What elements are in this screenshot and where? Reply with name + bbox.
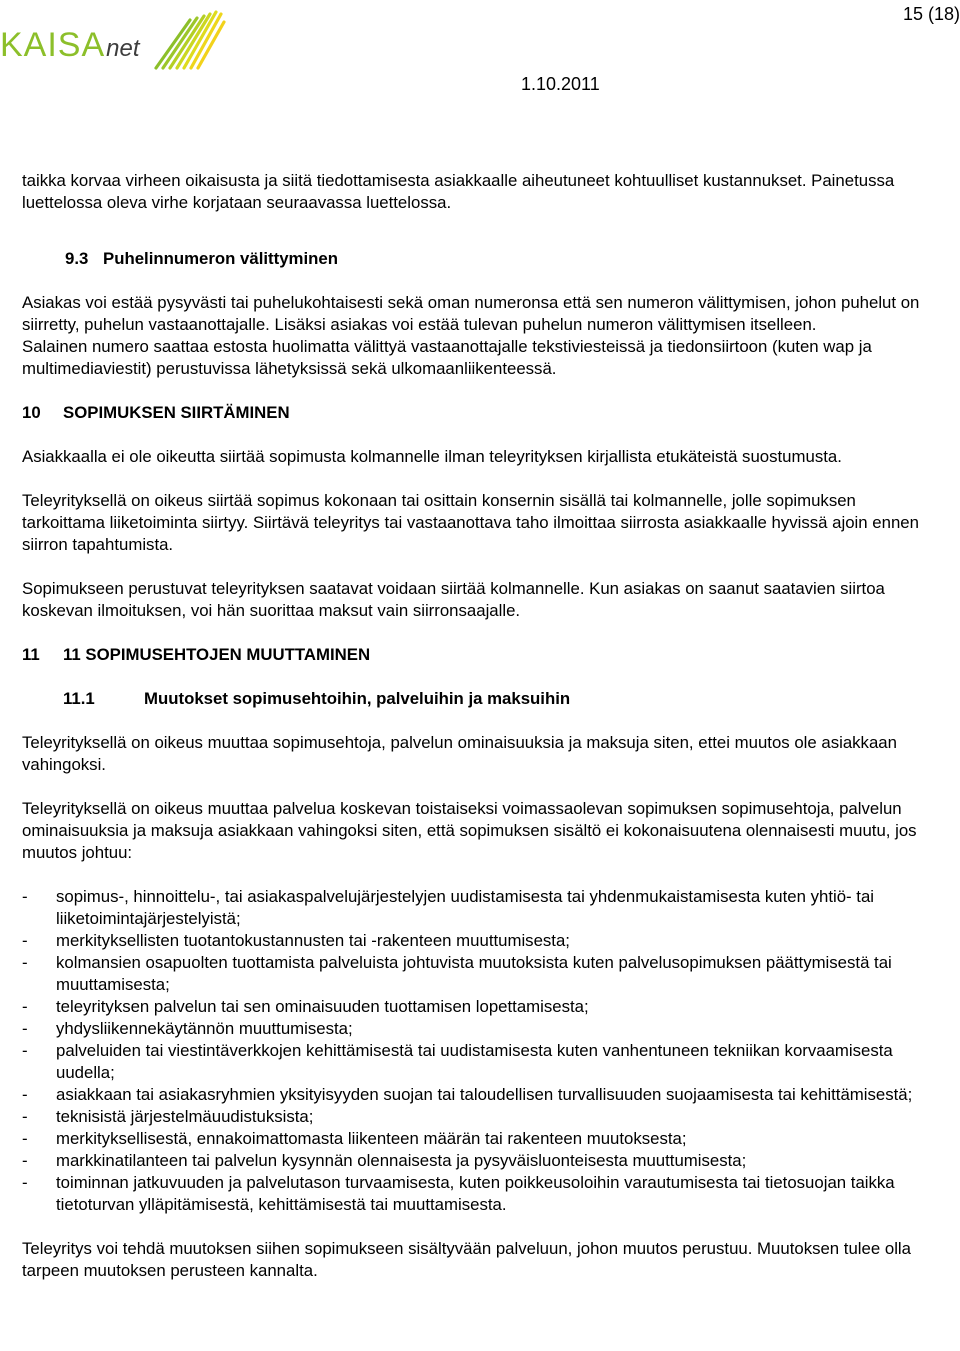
section-title: Muutokset sopimusehtoihin, palveluihin ja maksuihin xyxy=(144,689,571,708)
logo-brand: KAISA xyxy=(0,26,106,64)
dash-bullet: - xyxy=(22,1019,28,1038)
list-item xyxy=(22,1128,942,1150)
list-item-text: toiminnan jatkuvuuden ja palvelutason turvaamisesta, kuten poikkeusoloihin varautumisesta tai tietosuojan taikka tietoturvan ylläpitämisestä, kehittämisestä tai muuttamisesta. xyxy=(56,1173,895,1214)
list-item xyxy=(22,1106,942,1128)
list-item xyxy=(22,1172,942,1216)
section-number: 11.1 xyxy=(63,689,95,708)
section-number: 11 xyxy=(22,645,40,664)
paragraph: Teleyritys voi tehdä muutoksen siihen sopimukseen sisältyvään palveluun, johon muutos perustuu. Muutoksen tulee olla tarpeen muutoksen perusteen kannalta. xyxy=(22,1239,911,1280)
dash-bullet: - xyxy=(22,953,28,972)
paragraph: Sopimukseen perustuvat teleyrityksen saatavat voidaan siirtää kolmannelle. Kun asiakas on saanut saatavien siirtoa koskevan ilmoituksen, voi hän suorittaa maksut vain siirronsaajalle. xyxy=(22,579,885,620)
section-title: 11 SOPIMUSEHTOJEN MUUTTAMINEN xyxy=(63,645,371,664)
paragraph: Asiakas voi estää pysyvästi tai puhelukohtaisesti sekä oman numeronsa että sen numeron välittymisen, johon puhelut on siirretty, puhelun vastaanottajalle. Lisäksi asiakas voi estää tulevan puhelun numeron välittymisen itselleen. xyxy=(22,293,920,334)
list-item-text: palveluiden tai viestintäverkkojen kehittämisestä tai uudistamisesta kuten vanhentuneen tekniikan korvaamisesta uudella; xyxy=(56,1041,893,1082)
paragraph: Teleyrityksellä on oikeus muuttaa palvelua koskevan toistaiseksi voimassaolevan sopimuksen sopimusehtoja, palvelun ominaisuuksia ja maksuja asiakkaan vahingoksi siten, että sopimuksen sisältö ei kokonaisuutena olennaisesti muutu, jos muutos johtuu: xyxy=(22,799,917,862)
logo-suffix: net xyxy=(106,35,140,62)
list-item-text: sopimus-, hinnoittelu-, tai asiakaspalvelujärjestelyjen uudistamisesta tai yhdenmukaistamisesta kuten yhtiö- tai liiketoimintajärjestelyistä; xyxy=(56,887,875,928)
list-item-text: teleyrityksen palvelun tai sen ominaisuuden tuottamisen lopettamisesta; xyxy=(56,997,589,1016)
document-date: 1.10.2011 xyxy=(521,74,600,94)
list-item xyxy=(22,1150,942,1172)
list-item-text: merkityksellisestä, ennakoimattomasta liikenteen määrän tai rakenteen muutoksesta; xyxy=(56,1129,687,1148)
paragraph: Asiakkaalla ei ole oikeutta siirtää sopimusta kolmannelle ilman teleyrityksen kirjallista etukäteistä suostumusta. xyxy=(22,447,842,466)
section-11-1-heading xyxy=(22,688,942,710)
logo-wordmark xyxy=(0,28,140,66)
logo-stripes-icon xyxy=(150,6,226,70)
list-item xyxy=(22,952,942,996)
dash-bullet: - xyxy=(22,1085,28,1104)
list-item xyxy=(22,1040,942,1084)
section-number: 9.3 xyxy=(65,249,89,268)
dash-bullet: - xyxy=(22,997,28,1016)
section-10-heading xyxy=(22,402,942,424)
dash-bullet: - xyxy=(22,931,28,950)
dash-bullet: - xyxy=(22,1107,28,1126)
list-item-text: teknisistä järjestelmäuudistuksista; xyxy=(56,1107,314,1126)
section-title: SOPIMUKSEN SIIRTÄMINEN xyxy=(63,403,290,422)
page-number: 15 (18) xyxy=(902,4,960,24)
section-9-3-heading xyxy=(22,248,942,270)
dash-bullet: - xyxy=(22,1173,28,1192)
dash-bullet: - xyxy=(22,887,28,906)
list-item xyxy=(22,1018,942,1040)
list-item xyxy=(22,1084,942,1106)
paragraph: Teleyrityksellä on oikeus siirtää sopimus kokonaan tai osittain konsernin sisällä tai kolmannelle, jolle sopimuksen tarkoittama liiketoiminta siirtyy. Siirtävä teleyritys tai vastaanottava taho ilmoittaa siirrosta asiakkaalle hyvissä ajoin ennen siirron tapahtumista. xyxy=(22,491,919,554)
list-item-text: merkityksellisten tuotantokustannusten tai -rakenteen muuttumisesta; xyxy=(56,931,570,950)
list-item xyxy=(22,886,942,930)
list-item-text: yhdysliikennekäytännön muuttumisesta; xyxy=(56,1019,353,1038)
intro-paragraph: taikka korvaa virheen oikaisusta ja siitä tiedottamisesta asiakkaalle aiheutuneet kohtuulliset kustannukset. Painetussa luettelossa oleva virhe korjataan seuraavassa luettelossa. xyxy=(22,171,895,212)
list-item-text: kolmansien osapuolten tuottamista palveluista johtuvista muutoksista kuten palvelusopimuksen päättymisestä tai muuttamisesta; xyxy=(56,953,892,994)
company-logo xyxy=(0,6,226,70)
list-item-text: asiakkaan tai asiakasryhmien yksityisyyden suojan tai taloudellisen turvallisuuden suojaamisesta tai kehittämisestä; xyxy=(56,1085,913,1104)
list-item xyxy=(22,930,942,952)
section-title: Puhelinnumeron välittyminen xyxy=(103,249,338,268)
list-item-text: markkinatilanteen tai palvelun kysynnän olennaisesta ja pysyväisluonteisesta muuttumisesta; xyxy=(56,1151,747,1170)
section-number: 10 xyxy=(22,403,41,422)
list-item xyxy=(22,996,942,1018)
section-11-heading xyxy=(22,644,942,666)
paragraph: Salainen numero saattaa estosta huolimatta välittyä vastaanottajalle tekstiviesteissä ja tiedonsiirtoon (kuten wap ja multimediaviestit) perustuvissa lähetyksissä sekä ulkomaanliikenteessä. xyxy=(22,337,872,378)
paragraph: Teleyrityksellä on oikeus muuttaa sopimusehtoja, palvelun ominaisuuksia ja maksuja siten, ettei muutos ole asiakkaan vahingoksi. xyxy=(22,733,897,774)
dash-bullet: - xyxy=(22,1129,28,1148)
change-reasons-list xyxy=(22,886,942,1216)
dash-bullet: - xyxy=(22,1041,28,1060)
dash-bullet: - xyxy=(22,1151,28,1170)
document-body xyxy=(22,170,942,1282)
